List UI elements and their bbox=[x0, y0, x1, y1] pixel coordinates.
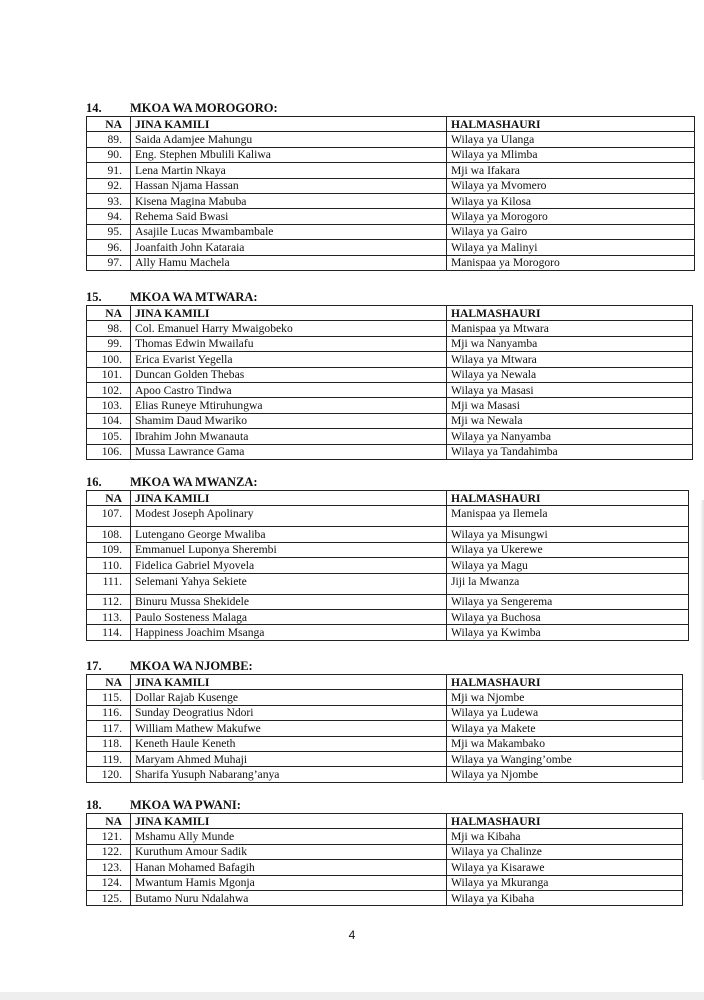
council-name: Mji wa Kibaha bbox=[447, 829, 683, 844]
page-number: 4 bbox=[348, 928, 356, 942]
member-name: Maryam Ahmed Muhaji bbox=[131, 751, 447, 766]
header-council: HALMASHAURI bbox=[447, 117, 695, 132]
council-name: Wilaya ya Makete bbox=[447, 721, 683, 736]
council-name: Mji wa Masasi bbox=[447, 398, 693, 413]
header-na: NA bbox=[87, 306, 131, 321]
row-number: 103. bbox=[87, 398, 131, 413]
table-row bbox=[87, 767, 683, 782]
member-name: Hanan Mohamed Bafagih bbox=[131, 860, 447, 875]
section-njombe bbox=[86, 658, 683, 783]
council-name: Wilaya ya Malinyi bbox=[447, 240, 695, 255]
council-name: Wilaya ya Tandahimba bbox=[447, 444, 693, 459]
member-name: Lutengano George Mwaliba bbox=[131, 527, 447, 542]
table-row bbox=[87, 147, 695, 162]
member-name: Binuru Mussa Shekidele bbox=[131, 594, 447, 609]
row-number: 121. bbox=[87, 829, 131, 844]
council-name: Wilaya ya Masasi bbox=[447, 382, 693, 397]
member-name: Kuruthum Amour Sadik bbox=[131, 844, 447, 859]
council-name: Wilaya ya Kilosa bbox=[447, 193, 695, 208]
member-name: Erica Evarist Yegella bbox=[131, 352, 447, 367]
council-name: Wilaya ya Buchosa bbox=[447, 609, 689, 624]
row-number: 92. bbox=[87, 178, 131, 193]
member-name: Mshamu Ally Munde bbox=[131, 829, 447, 844]
row-number: 108. bbox=[87, 527, 131, 542]
table-row bbox=[87, 705, 683, 720]
row-number: 122. bbox=[87, 844, 131, 859]
council-name: Wilaya ya Kibaha bbox=[447, 890, 683, 905]
row-number: 119. bbox=[87, 751, 131, 766]
table-row bbox=[87, 558, 689, 573]
member-name: Mussa Lawrance Gama bbox=[131, 444, 447, 459]
council-name: Wilaya ya Chalinze bbox=[447, 844, 683, 859]
member-name: Fidelica Gabriel Myovela bbox=[131, 558, 447, 573]
member-name: Ibrahim John Mwanauta bbox=[131, 429, 447, 444]
header-name: JINA KAMILI bbox=[131, 117, 447, 132]
council-name: Wilaya ya Kwimba bbox=[447, 625, 689, 640]
section-number: 14. bbox=[86, 101, 102, 115]
row-number: 93. bbox=[87, 193, 131, 208]
council-name: Wilaya ya Wanging’ombe bbox=[447, 751, 683, 766]
council-name: Mji wa Ifakara bbox=[447, 163, 695, 178]
council-name: Mji wa Makambako bbox=[447, 736, 683, 751]
section-title: MKOA WA PWANI: bbox=[130, 798, 241, 812]
table-row bbox=[87, 890, 683, 905]
member-name: Col. Emanuel Harry Mwaigobeko bbox=[131, 321, 447, 336]
section-mwanza bbox=[86, 474, 689, 641]
header-name: JINA KAMILI bbox=[131, 491, 447, 506]
header-council: HALMASHAURI bbox=[447, 675, 683, 690]
table-row bbox=[87, 875, 683, 890]
header-na: NA bbox=[87, 117, 131, 132]
table-row bbox=[87, 352, 693, 367]
member-name: Sharifa Yusuph Nabarang’anya bbox=[131, 767, 447, 782]
section-heading bbox=[86, 797, 683, 813]
row-number: 91. bbox=[87, 163, 131, 178]
table-row bbox=[87, 573, 689, 594]
council-name: Wilaya ya Nanyamba bbox=[447, 429, 693, 444]
section-heading bbox=[86, 100, 695, 116]
members-table bbox=[86, 674, 683, 783]
table-body bbox=[87, 675, 683, 783]
header-row bbox=[87, 306, 693, 321]
table-row bbox=[87, 255, 695, 270]
section-heading bbox=[86, 289, 693, 305]
header-row bbox=[87, 675, 683, 690]
row-number: 90. bbox=[87, 147, 131, 162]
header-row bbox=[87, 117, 695, 132]
council-name: Wilaya ya Mlimba bbox=[447, 147, 695, 162]
member-name: Modest Joseph Apolinary bbox=[131, 506, 447, 527]
row-number: 104. bbox=[87, 413, 131, 428]
table-row bbox=[87, 829, 683, 844]
council-name: Wilaya ya Njombe bbox=[447, 767, 683, 782]
table-body bbox=[87, 814, 683, 906]
table-row bbox=[87, 542, 689, 557]
section-morogoro bbox=[86, 100, 695, 271]
section-number: 17. bbox=[86, 659, 102, 673]
row-number: 110. bbox=[87, 558, 131, 573]
row-number: 107. bbox=[87, 506, 131, 527]
council-name: Wilaya ya Ulanga bbox=[447, 132, 695, 147]
council-name: Wilaya ya Gairo bbox=[447, 224, 695, 239]
row-number: 94. bbox=[87, 209, 131, 224]
header-row bbox=[87, 814, 683, 829]
table-row bbox=[87, 506, 689, 527]
members-table bbox=[86, 813, 683, 906]
table-row bbox=[87, 163, 695, 178]
council-name: Mji wa Nanyamba bbox=[447, 336, 693, 351]
header-council: HALMASHAURI bbox=[447, 491, 689, 506]
table-row bbox=[87, 193, 695, 208]
members-table bbox=[86, 490, 689, 641]
member-name: Mwantum Hamis Mgonja bbox=[131, 875, 447, 890]
row-number: 97. bbox=[87, 255, 131, 270]
row-number: 113. bbox=[87, 609, 131, 624]
row-number: 115. bbox=[87, 690, 131, 705]
section-number: 18. bbox=[86, 798, 102, 812]
table-row bbox=[87, 336, 693, 351]
council-name: Wilaya ya Ludewa bbox=[447, 705, 683, 720]
member-name: Emmanuel Luponya Sherembi bbox=[131, 542, 447, 557]
table-body bbox=[87, 117, 695, 271]
row-number: 116. bbox=[87, 705, 131, 720]
council-name: Wilaya ya Kisarawe bbox=[447, 860, 683, 875]
member-name: Eng. Stephen Mbulili Kaliwa bbox=[131, 147, 447, 162]
council-name: Mji wa Newala bbox=[447, 413, 693, 428]
member-name: Hassan Njama Hassan bbox=[131, 178, 447, 193]
row-number: 112. bbox=[87, 594, 131, 609]
member-name: Thomas Edwin Mwailafu bbox=[131, 336, 447, 351]
row-number: 114. bbox=[87, 625, 131, 640]
council-name: Wilaya ya Sengerema bbox=[447, 594, 689, 609]
members-table bbox=[86, 305, 693, 460]
member-name: Butamo Nuru Ndalahwa bbox=[131, 890, 447, 905]
member-name: Joanfaith John Kataraia bbox=[131, 240, 447, 255]
table-row bbox=[87, 321, 693, 336]
row-number: 98. bbox=[87, 321, 131, 336]
table-row bbox=[87, 609, 689, 624]
council-name: Wilaya ya Newala bbox=[447, 367, 693, 382]
member-name: Duncan Golden Thebas bbox=[131, 367, 447, 382]
table-body bbox=[87, 491, 689, 641]
table-row bbox=[87, 690, 683, 705]
member-name: Paulo Sosteness Malaga bbox=[131, 609, 447, 624]
header-name: JINA KAMILI bbox=[131, 814, 447, 829]
section-mtwara bbox=[86, 289, 693, 460]
table-row bbox=[87, 844, 683, 859]
council-name: Wilaya ya Mvomero bbox=[447, 178, 695, 193]
row-number: 118. bbox=[87, 736, 131, 751]
header-na: NA bbox=[87, 814, 131, 829]
council-name: Wilaya ya Magu bbox=[447, 558, 689, 573]
section-title: MKOA WA MWANZA: bbox=[130, 475, 258, 489]
row-number: 99. bbox=[87, 336, 131, 351]
member-name: Dollar Rajab Kusenge bbox=[131, 690, 447, 705]
row-number: 125. bbox=[87, 890, 131, 905]
table-row bbox=[87, 751, 683, 766]
row-number: 96. bbox=[87, 240, 131, 255]
header-council: HALMASHAURI bbox=[447, 814, 683, 829]
section-pwani bbox=[86, 797, 683, 906]
table-row bbox=[87, 625, 689, 640]
member-name: Shamim Daud Mwariko bbox=[131, 413, 447, 428]
council-name: Wilaya ya Ukerewe bbox=[447, 542, 689, 557]
row-number: 95. bbox=[87, 224, 131, 239]
member-name: Rehema Said Bwasi bbox=[131, 209, 447, 224]
table-row bbox=[87, 178, 695, 193]
row-number: 123. bbox=[87, 860, 131, 875]
header-name: JINA KAMILI bbox=[131, 675, 447, 690]
member-name: Elias Runeye Mtiruhungwa bbox=[131, 398, 447, 413]
row-number: 100. bbox=[87, 352, 131, 367]
header-na: NA bbox=[87, 491, 131, 506]
table-row bbox=[87, 209, 695, 224]
member-name: William Mathew Makufwe bbox=[131, 721, 447, 736]
member-name: Happiness Joachim Msanga bbox=[131, 625, 447, 640]
table-row bbox=[87, 594, 689, 609]
table-row bbox=[87, 860, 683, 875]
table-row bbox=[87, 240, 695, 255]
table-row bbox=[87, 527, 689, 542]
section-heading bbox=[86, 474, 689, 490]
table-row bbox=[87, 736, 683, 751]
page-edge-shadow bbox=[700, 500, 704, 780]
header-council: HALMASHAURI bbox=[447, 306, 693, 321]
header-na: NA bbox=[87, 675, 131, 690]
member-name: Ally Hamu Machela bbox=[131, 255, 447, 270]
row-number: 101. bbox=[87, 367, 131, 382]
member-name: Selemani Yahya Sekiete bbox=[131, 573, 447, 594]
council-name: Mji wa Njombe bbox=[447, 690, 683, 705]
council-name: Wilaya ya Mkuranga bbox=[447, 875, 683, 890]
member-name: Kisena Magina Mabuba bbox=[131, 193, 447, 208]
member-name: Lena Martin Nkaya bbox=[131, 163, 447, 178]
table-row bbox=[87, 132, 695, 147]
member-name: Sunday Deogratius Ndori bbox=[131, 705, 447, 720]
table-body bbox=[87, 306, 693, 460]
section-number: 16. bbox=[86, 475, 102, 489]
table-row bbox=[87, 721, 683, 736]
row-number: 124. bbox=[87, 875, 131, 890]
member-name: Asajile Lucas Mwambambale bbox=[131, 224, 447, 239]
row-number: 105. bbox=[87, 429, 131, 444]
council-name: Wilaya ya Morogoro bbox=[447, 209, 695, 224]
table-row bbox=[87, 382, 693, 397]
row-number: 89. bbox=[87, 132, 131, 147]
table-row bbox=[87, 224, 695, 239]
council-name: Manispaa ya Mtwara bbox=[447, 321, 693, 336]
row-number: 106. bbox=[87, 444, 131, 459]
table-row bbox=[87, 413, 693, 428]
council-name: Manispaa ya Morogoro bbox=[447, 255, 695, 270]
member-name: Apoo Castro Tindwa bbox=[131, 382, 447, 397]
council-name: Wilaya ya Mtwara bbox=[447, 352, 693, 367]
table-row bbox=[87, 398, 693, 413]
row-number: 111. bbox=[87, 573, 131, 594]
member-name: Saida Adamjee Mahungu bbox=[131, 132, 447, 147]
table-row bbox=[87, 367, 693, 382]
section-title: MKOA WA MOROGORO: bbox=[130, 101, 278, 115]
row-number: 117. bbox=[87, 721, 131, 736]
row-number: 102. bbox=[87, 382, 131, 397]
section-title: MKOA WA NJOMBE: bbox=[130, 659, 253, 673]
section-title: MKOA WA MTWARA: bbox=[130, 290, 258, 304]
header-row bbox=[87, 491, 689, 506]
members-table bbox=[86, 116, 695, 271]
council-name: Manispaa ya Ilemela bbox=[447, 506, 689, 527]
row-number: 120. bbox=[87, 767, 131, 782]
council-name: Jiji la Mwanza bbox=[447, 573, 689, 594]
member-name: Keneth Haule Keneth bbox=[131, 736, 447, 751]
table-row bbox=[87, 444, 693, 459]
section-heading bbox=[86, 658, 683, 674]
council-name: Wilaya ya Misungwi bbox=[447, 527, 689, 542]
footer-band bbox=[0, 992, 704, 1000]
table-row bbox=[87, 429, 693, 444]
row-number: 109. bbox=[87, 542, 131, 557]
section-number: 15. bbox=[86, 290, 102, 304]
header-name: JINA KAMILI bbox=[131, 306, 447, 321]
